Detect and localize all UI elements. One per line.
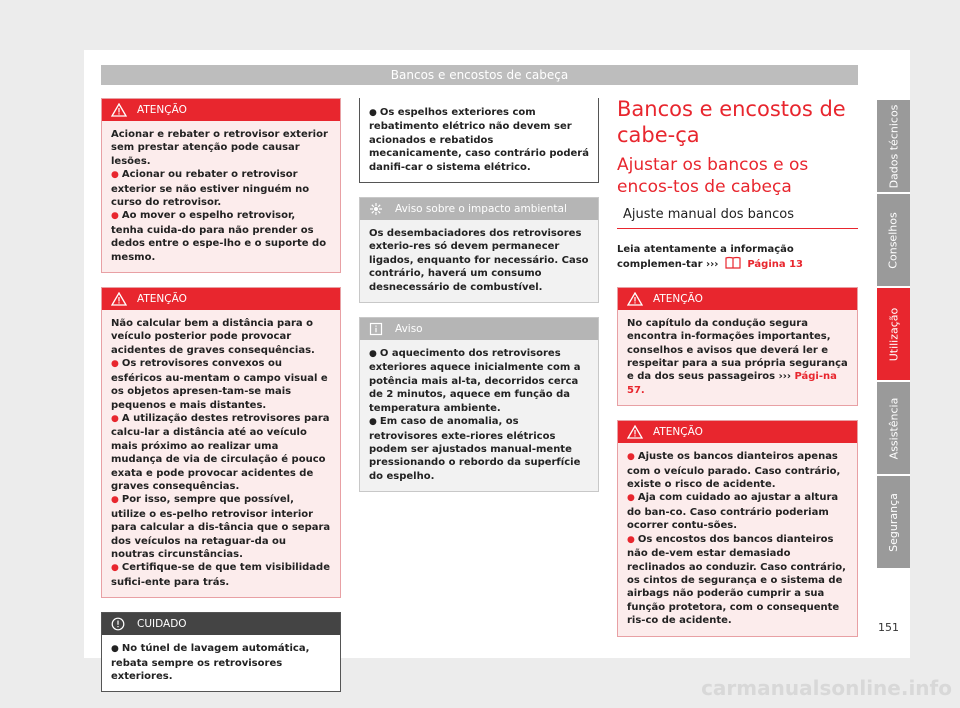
chapter-tabs xyxy=(877,100,910,570)
intro-paragraph: Leia atentamente a informação complemen-tar ››› Página 13 xyxy=(617,243,858,275)
care-box-header xyxy=(102,613,340,635)
tab-seguranca[interactable]: Segurança xyxy=(877,476,910,568)
list-item: ● Os encostos dos bancos dianteiros não de-vem estar demasiado reclinados ao conduzir. Caso contrário, os cintos de segurança e o sistema de airbags não poderão cumprir a sua função protetora, com o consequente ris-co de acidente. xyxy=(627,533,846,627)
tab-assistencia[interactable]: Assistência xyxy=(877,382,910,474)
watermark: carmanualsonline.info xyxy=(701,676,952,700)
warning-triangle-icon xyxy=(627,425,643,439)
warning-body xyxy=(102,310,340,597)
list-item: ● Os espelhos exteriores com rebatimento elétrico não devem ser acionados e rebatidos mecanicamente, caso contrário poderá danifi-car o sistema elétrico. xyxy=(369,107,589,173)
warning-title: ATENÇÃO xyxy=(137,293,187,306)
tab-conselhos[interactable]: Conselhos xyxy=(877,194,910,286)
warning-box-header xyxy=(618,421,857,443)
warning-title: ATENÇÃO xyxy=(653,292,703,305)
list-item: ● Aja com cuidado ao ajustar a altura do ban-co. Caso contrário poderiam ocorrer contu-sões. xyxy=(627,492,839,532)
chapter-title: Bancos e encostos de cabe-ça xyxy=(617,97,846,147)
environment-text: Os desembaciadores dos retrovisores exterio-res só devem permanecer ligados, enquanto for necessário. Caso contrário, haverá um consumo desnecessário de combustível. xyxy=(369,228,589,293)
warning-box-mirror-fold xyxy=(101,98,341,273)
page-reference-link[interactable]: Página 13 xyxy=(747,259,804,271)
info-icon xyxy=(369,322,385,336)
environment-title: Aviso sobre o impacto ambiental xyxy=(395,203,567,216)
note-body xyxy=(360,340,598,491)
page-reference-link[interactable]: Pági-na 57. xyxy=(627,371,837,396)
tab-dados-tecnicos[interactable]: Dados técnicos xyxy=(877,100,910,192)
running-header: Bancos e encostos de cabeça xyxy=(101,65,858,85)
care-body xyxy=(102,635,340,691)
warning-body xyxy=(618,310,857,405)
warning-box-safety xyxy=(617,287,858,406)
environment-box xyxy=(359,197,599,303)
book-icon xyxy=(724,256,742,274)
environment-box-header xyxy=(360,198,598,220)
column-2 xyxy=(359,98,599,506)
note-box-header xyxy=(360,318,598,340)
list-item: ● Em caso de anomalia, os retrovisores exte-riores elétricos podem ser ajustados manual-mente pressionando o rebordo da superfície do espelho. xyxy=(369,416,581,482)
note-title: Aviso xyxy=(395,323,423,336)
list-item: ● A utilização destes retrovisores para calcu-lar a distância até ao veículo mais próximo ao realizar uma mudança de via de circulação é pouco exata e pode provocar acidentes de graves consequências. xyxy=(111,412,330,492)
warning-title: ATENÇÃO xyxy=(653,426,703,439)
warning-box-header xyxy=(618,288,857,310)
warning-box-distance xyxy=(101,287,341,598)
warning-intro: Não calcular bem a distância para o veículo posterior pode provocar acidentes de graves consequências. xyxy=(111,318,315,356)
warning-box-seats xyxy=(617,420,858,636)
warning-box-header xyxy=(102,99,340,121)
section-title: Ajustar os bancos e os encos-tos de cabeça xyxy=(617,155,809,197)
warning-title: ATENÇÃO xyxy=(137,104,187,116)
warning-box-header xyxy=(102,288,340,310)
warning-text: No capítulo da condução segura encontra in-formações importantes, conselhos e avisos que deverá ler e respeitar para a sua própria segurança e da dos seus passageiros ››› Pági-na 57. xyxy=(627,317,848,396)
warning-intro: Acionar e rebater o retrovisor exterior sem prestar atenção pode causar lesões. xyxy=(111,129,328,167)
warning-body xyxy=(102,121,340,272)
list-item: ● Acionar ou rebater o retrovisor exterior se não estiver ninguém no curso do retrovisor. xyxy=(111,169,310,209)
care-box xyxy=(101,612,341,692)
column-3 xyxy=(617,96,858,651)
care-box-continued xyxy=(359,98,599,183)
list-item: ● Ao mover o espelho retrovisor, tenha cuida-do para não prender os dedos entre o espe-lho e o suporte do mesmo. xyxy=(111,210,327,263)
note-box xyxy=(359,317,599,492)
list-item: ● Certifique-se de que tem visibilidade sufici-ente para trás. xyxy=(111,562,330,588)
page-number: 151 xyxy=(878,621,899,634)
warning-triangle-icon xyxy=(627,292,643,306)
circle-exclamation-icon xyxy=(111,617,127,631)
warning-triangle-icon xyxy=(111,292,127,306)
environment-body xyxy=(360,220,598,302)
list-item: ● Por isso, sempre que possível, utilize o es-pelho retrovisor interior para calcular a dis-tância que o separa dos veículos na retaguar-da ou noutras circunstâncias. xyxy=(111,494,331,560)
column-1 xyxy=(101,98,341,706)
leaf-icon xyxy=(369,202,385,216)
list-item: ● No túnel de lavagem automática, rebata sempre os retrovisores exteriores. xyxy=(111,643,310,682)
subsection-title: Ajuste manual dos bancos xyxy=(617,206,858,229)
warning-body xyxy=(618,443,857,635)
care-title: CUIDADO xyxy=(137,618,187,631)
warning-triangle-icon xyxy=(111,103,127,117)
list-item: ● Ajuste os bancos dianteiros apenas com o veículo parado. Caso contrário, existe o risco de acidente. xyxy=(627,451,841,491)
list-item: ● Os retrovisores convexos ou esféricos au-mentam o campo visual e os objetos apresen-tam-se mais pequenos e mais distantes. xyxy=(111,358,328,411)
care-body xyxy=(360,98,598,182)
list-item: ● O aquecimento dos retrovisores exteriores aquece inicialmente com a potência mais al-ta, decorridos cerca de 2 minutos, aquece em função da temperatura ambiente. xyxy=(369,348,581,414)
tab-utilizacao[interactable]: Utilização xyxy=(877,288,910,380)
